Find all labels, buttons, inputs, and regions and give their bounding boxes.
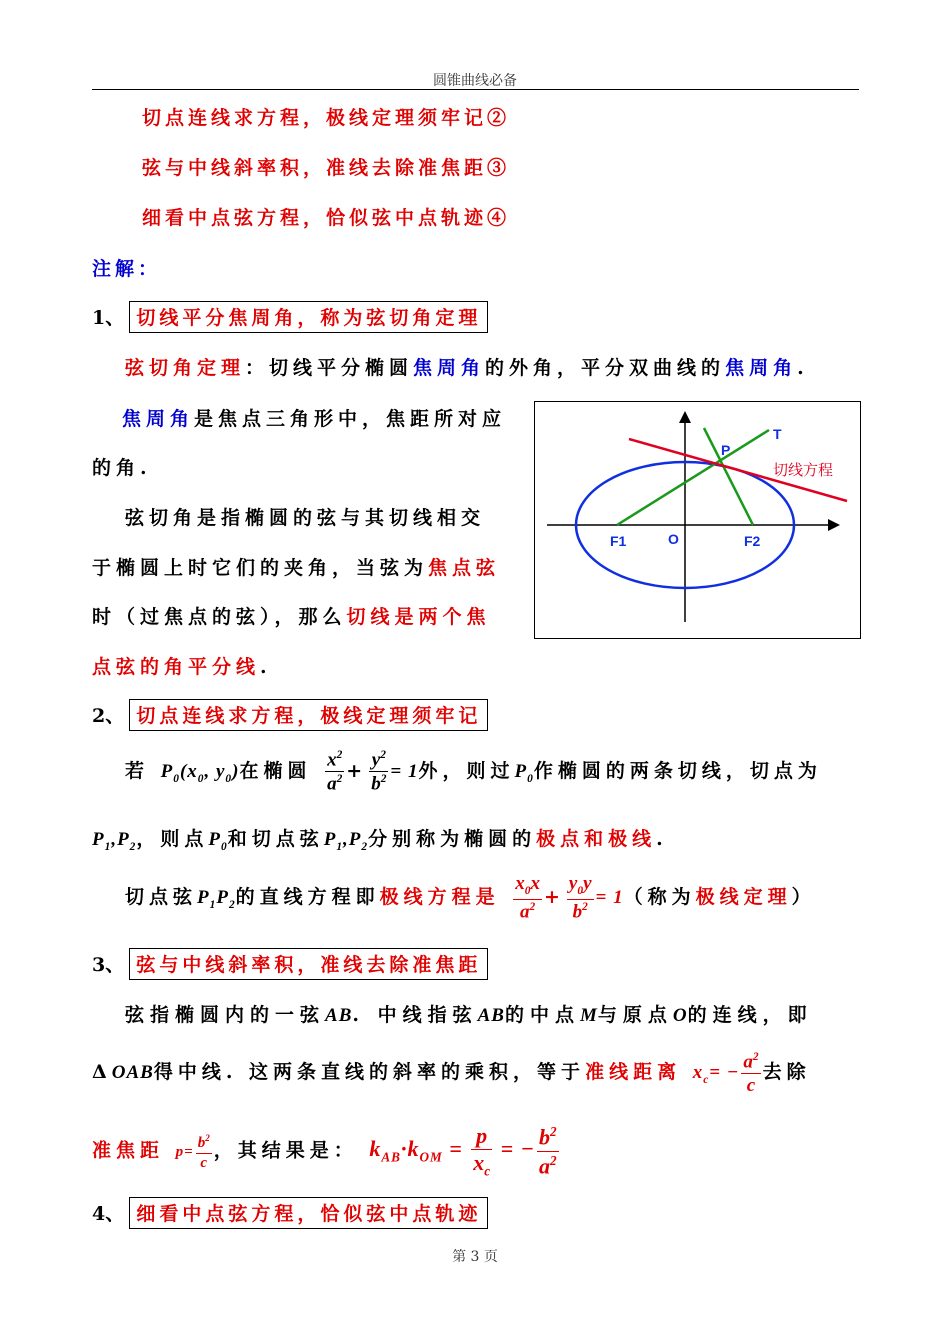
- section-4-heading: [92, 1197, 488, 1229]
- focal-angle-term: 焦周角: [725, 357, 798, 379]
- math: ,: [111, 829, 118, 850]
- section-1-heading: [92, 301, 488, 333]
- text: . 中线指弦: [352, 1004, 478, 1026]
- math: ,: [343, 829, 349, 850]
- math: P: [514, 760, 528, 782]
- text: 是焦点三角形中，焦距所对应: [194, 408, 507, 430]
- math: 2: [129, 840, 137, 853]
- text: 的中点: [504, 1004, 580, 1026]
- section-number: 4、: [92, 1203, 125, 1225]
- math: p: [175, 1144, 185, 1161]
- math: c: [200, 1155, 208, 1172]
- math: OAB: [111, 1062, 154, 1084]
- math: 2: [336, 773, 343, 786]
- math: = −: [709, 1062, 740, 1084]
- math: 2: [529, 901, 536, 914]
- text: 切点弦: [125, 885, 198, 908]
- section-2-heading: [92, 699, 488, 731]
- math: 1: [104, 840, 112, 853]
- slope-product-formula: [369, 1123, 560, 1179]
- math: P: [92, 829, 105, 850]
- math: 2: [752, 1051, 759, 1063]
- text: 时（过焦点的弦），那么: [92, 606, 347, 628]
- section-3-heading: [92, 948, 488, 980]
- section-number: 1、: [92, 307, 125, 329]
- section-title-box: 切线平分焦周角，称为弦切角定理: [129, 301, 488, 333]
- math: O: [672, 1005, 688, 1026]
- polar-equation-term: 极线方程是: [379, 885, 500, 908]
- text: ，则点: [136, 828, 209, 850]
- chord-angle-definition-4: [92, 652, 272, 679]
- text: 去除: [762, 1061, 811, 1084]
- tangent-label: 切线方程: [773, 461, 834, 479]
- math: P: [208, 829, 221, 850]
- math: a: [743, 1051, 753, 1073]
- math: 2: [336, 749, 343, 761]
- math: OM: [419, 1149, 443, 1165]
- math: = 1: [390, 760, 419, 782]
- polar-fraction-y: [567, 874, 594, 922]
- text: 的外角，平分双曲线的: [485, 357, 726, 379]
- text: 弦指椭圆内的一弦: [125, 1004, 326, 1026]
- math: y: [568, 873, 578, 894]
- math: 2: [228, 898, 236, 911]
- directrix-fraction: [741, 1052, 760, 1095]
- focal-angle-term: 焦周角: [413, 357, 486, 379]
- math: c: [703, 1073, 710, 1086]
- verse-line-2: 切点连线求方程，极线定理须牢记②: [142, 107, 511, 129]
- math: 2: [380, 773, 387, 786]
- math: (x: [179, 760, 198, 782]
- p-over-xc: [471, 1125, 492, 1178]
- math: y: [583, 873, 592, 894]
- math: a: [520, 901, 530, 923]
- math: x: [515, 873, 525, 894]
- math: b: [538, 1124, 550, 1150]
- math: 2: [549, 1152, 557, 1168]
- math: 0: [524, 884, 531, 897]
- verse-line-3: 弦与中线斜率积，准线去除准焦距③: [142, 157, 511, 179]
- text: 的直线方程即: [235, 885, 380, 908]
- label-t: T: [773, 426, 782, 442]
- theorem-term: 弦切角定理: [125, 357, 246, 379]
- math: AB: [477, 1005, 505, 1026]
- math: AB: [325, 1005, 353, 1026]
- section-number: 2、: [92, 705, 125, 727]
- label-p: P: [721, 442, 731, 458]
- text: .: [260, 656, 272, 678]
- running-header: 圆锥曲线必备: [433, 73, 517, 89]
- pole-polar-term: 极点和极线: [536, 828, 657, 850]
- math: c: [746, 1075, 756, 1097]
- math: 0: [173, 772, 180, 785]
- header-rule: [92, 89, 859, 90]
- text: 分别称为椭圆的: [368, 828, 537, 850]
- b2-over-a2: [537, 1125, 559, 1177]
- section-title-box: 弦与中线斜率积，准线去除准焦距: [129, 948, 488, 980]
- math: =: [449, 1136, 463, 1162]
- section-number: 3、: [92, 954, 125, 976]
- math: = −: [500, 1136, 535, 1162]
- math: P: [117, 829, 130, 850]
- bisector-term: 切线是两个焦: [346, 606, 491, 628]
- text: .: [656, 828, 668, 850]
- text: .: [797, 357, 809, 379]
- chord-median-line: [125, 1000, 813, 1027]
- chord-angle-definition-3: [92, 602, 491, 629]
- math: 0: [197, 772, 205, 785]
- label-f1: F1: [610, 533, 627, 549]
- math: =: [184, 1144, 194, 1161]
- polar-fraction-x: [513, 874, 542, 922]
- pole-definition-line: [125, 750, 822, 794]
- bisector-term-cont: 点弦的角平分线: [92, 656, 261, 678]
- result-line: [92, 1125, 561, 1178]
- semi-latus-term: 准焦距: [92, 1139, 165, 1162]
- chord-angle-definition: 弦切角是指椭圆的弦与其切线相交: [125, 507, 486, 529]
- text: 与原点: [597, 1004, 673, 1026]
- label-f2: F2: [744, 533, 761, 549]
- math: 0: [527, 772, 534, 785]
- math: = 1: [595, 886, 624, 908]
- math: +: [544, 885, 565, 908]
- math: x: [530, 873, 540, 894]
- focal-angle-term: 焦周角: [122, 408, 195, 430]
- text: ，其结果是：: [213, 1139, 358, 1162]
- text: 若: [125, 759, 150, 782]
- math: M: [579, 1005, 598, 1026]
- math: x: [692, 1062, 704, 1084]
- ellipse-fraction-x: [325, 750, 344, 794]
- ellipse-tangent-figure: [534, 401, 861, 639]
- math: ·: [400, 1136, 408, 1162]
- math: b: [572, 901, 583, 923]
- text: ）: [791, 885, 816, 908]
- math: k: [407, 1136, 420, 1162]
- polar-equation-line: [125, 874, 816, 922]
- math: P: [348, 829, 362, 850]
- directrix-term: 准线距离: [585, 1061, 682, 1084]
- math: c: [484, 1163, 491, 1179]
- math: P: [197, 886, 210, 908]
- chord-angle-definition-2: [92, 553, 500, 580]
- section-title-box: 切点连线求方程，极线定理须牢记: [129, 699, 488, 731]
- math: b: [371, 773, 381, 795]
- math: 1: [209, 898, 217, 911]
- math: y: [371, 749, 381, 771]
- math: 0: [577, 884, 584, 897]
- chord-tangent-statement: [125, 353, 809, 380]
- math: 1: [336, 840, 344, 853]
- label-o: O: [668, 531, 679, 547]
- verse-line-4: 细看中点弦方程，恰似弦中点轨迹④: [142, 207, 511, 229]
- focal-angle-definition: [122, 404, 506, 431]
- notes-title: 注解：: [92, 258, 162, 280]
- math: Δ: [92, 1061, 112, 1084]
- math: 2: [582, 901, 588, 914]
- math: x: [327, 749, 337, 771]
- math: 2: [205, 1133, 210, 1144]
- math: a: [538, 1153, 550, 1179]
- text: 得中线. 这两条直线的斜率的乘积，等于: [153, 1061, 586, 1084]
- text: ：切线平分椭圆: [245, 357, 414, 379]
- semi-latus-fraction: [196, 1134, 212, 1171]
- text: 外，则过: [418, 759, 515, 782]
- text: 的连线，即: [687, 1004, 813, 1026]
- math: 2: [549, 1124, 557, 1140]
- text: （称为: [623, 885, 696, 908]
- math: +: [346, 759, 368, 782]
- math: 0: [221, 840, 228, 853]
- math: p: [471, 1125, 492, 1150]
- figure-canvas: [535, 402, 860, 638]
- math: k: [369, 1136, 382, 1162]
- math: P: [216, 886, 229, 908]
- section-title-box: 细看中点弦方程，恰似弦中点轨迹: [129, 1197, 488, 1229]
- slope-product-line: [92, 1052, 811, 1095]
- ellipse-fraction-y: [369, 750, 388, 794]
- math: 2: [380, 749, 386, 761]
- math: 2: [361, 840, 369, 853]
- math: P: [323, 829, 337, 850]
- math: ): [232, 760, 240, 782]
- math: , y: [204, 760, 226, 782]
- text: 在椭圆: [239, 759, 312, 782]
- math: x: [473, 1150, 485, 1175]
- math: P: [160, 760, 174, 782]
- pole-polar-line: [92, 824, 668, 853]
- text: 作椭圆的两条切线，切点为: [533, 759, 822, 782]
- polar-theorem-term: 极线定理: [695, 885, 792, 908]
- text: 和切点弦: [227, 828, 324, 850]
- focal-angle-definition-cont: 的角.: [92, 457, 152, 479]
- math: AB: [381, 1149, 401, 1165]
- text: 于椭圆上时它们的夹角，当弦为: [92, 557, 429, 579]
- math: a: [327, 773, 337, 795]
- page-footer: 第 3 页: [452, 1249, 498, 1265]
- focal-chord-term: 焦点弦: [428, 557, 501, 579]
- math: b: [197, 1135, 206, 1152]
- math: 0: [225, 772, 233, 785]
